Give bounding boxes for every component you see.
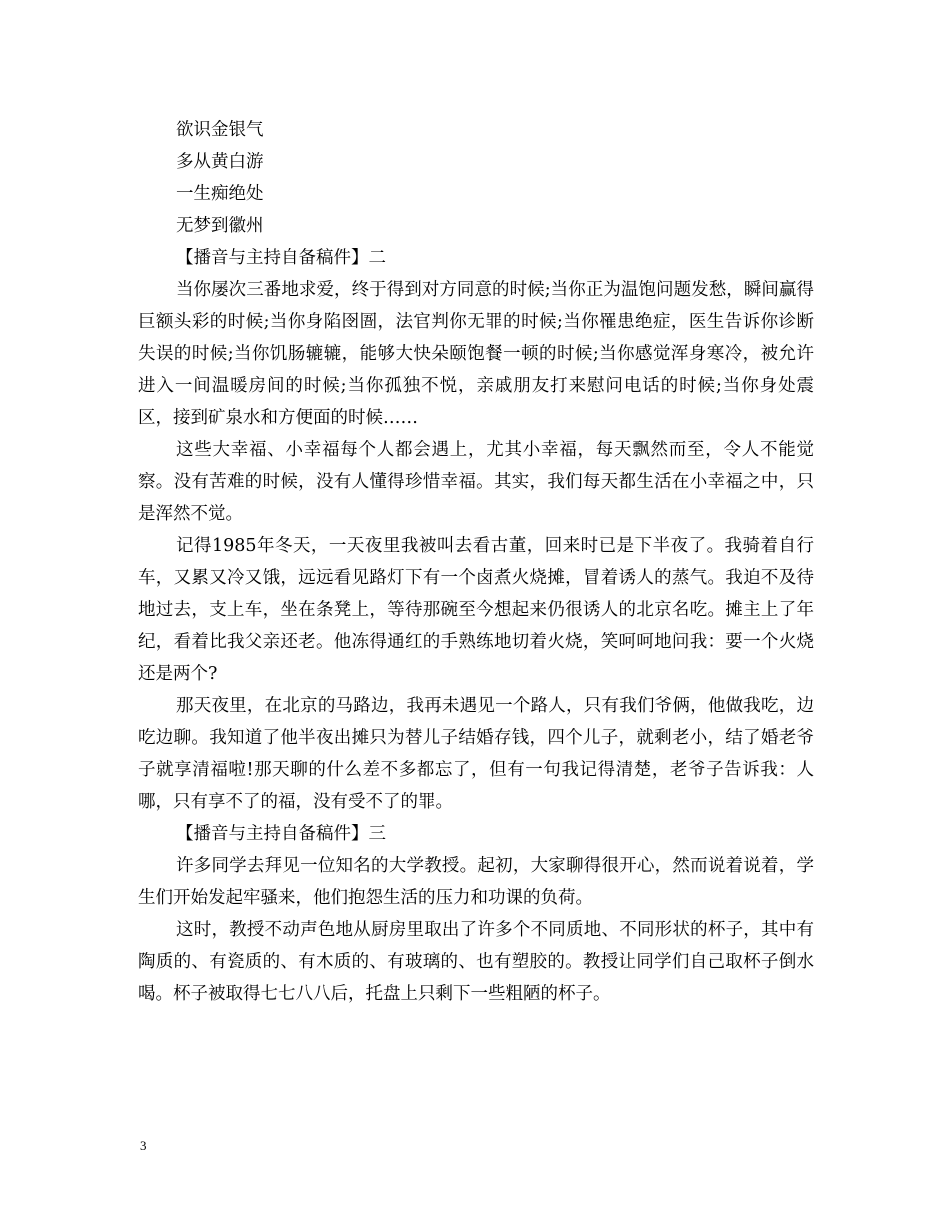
poem-line: 欲识金银气 — [176, 120, 264, 140]
poem-line: 一生痴绝处 — [176, 184, 264, 204]
paragraph: 记得1985年冬天，一天夜里我被叫去看古董，回来时已是下半夜了。我骑着自行车，又累又冷又饿，远远看见路灯下有一个卤煮火烧摊，冒着诱人的蒸气。我迫不及待地过去，支上车，坐在条凳上，等待那碗至今想起来仍很诱人的北京名吃。摊主上了年纪，看着比我父亲还老。他冻得通红的手熟练地切着火烧，笑呵呵地问我：要一个火烧还是两个? — [138, 536, 814, 684]
section-heading: 【播音与主持自备稿件】三 — [176, 824, 386, 844]
poem-line: 无梦到徽州 — [176, 216, 264, 236]
paragraph: 这些大幸福、小幸福每个人都会遇上，尤其小幸福，每天飘然而至，令人不能觉察。没有苦难的时候，没有人懂得珍惜幸福。其实，我们每天都生活在小幸福之中，只是浑然不觉。 — [138, 440, 814, 524]
paragraph: 这时，教授不动声色地从厨房里取出了许多个不同质地、不同形状的杯子，其中有陶质的、有瓷质的、有木质的、有玻璃的、也有塑胶的。教授让同学们自己取杯子倒水喝。杯子被取得七七八八后，托盘上只剩下一些粗陋的杯子。 — [138, 920, 814, 1004]
poem-line: 多从黄白游 — [176, 152, 264, 172]
document-body — [138, 114, 814, 1010]
paragraph: 那天夜里，在北京的马路边，我再未遇见一个路人，只有我们爷俩，他做我吃，边吃边聊。我知道了他半夜出摊只为替儿子结婚存钱，四个儿子，就剩老小，结了婚老爷子就享清福啦!那天聊的什么差不多都忘了，但有一句我记得清楚，老爷子告诉我：人哪，只有享不了的福，没有受不了的罪。 — [138, 696, 814, 812]
paragraph: 许多同学去拜见一位知名的大学教授。起初，大家聊得很开心，然而说着说着，学生们开始发起牢骚来，他们抱怨生活的压力和功课的负荷。 — [138, 856, 814, 908]
paragraph: 当你屡次三番地求爱，终于得到对方同意的时候;当你正为温饱问题发愁，瞬间赢得巨额头彩的时候;当你身陷囹圄，法官判你无罪的时候;当你罹患绝症，医生告诉你诊断失误的时候;当你饥肠辘辘，能够大快朵颐饱餐一顿的时候;当你感觉浑身寒冷，被允许进入一间温暖房间的时候;当你孤独不悦，亲戚朋友打来慰问电话的时候;当你身处震区，接到矿泉水和方便面的时候…… — [138, 280, 814, 428]
page-number: 3 — [140, 1138, 147, 1153]
section-heading: 【播音与主持自备稿件】二 — [176, 248, 386, 268]
